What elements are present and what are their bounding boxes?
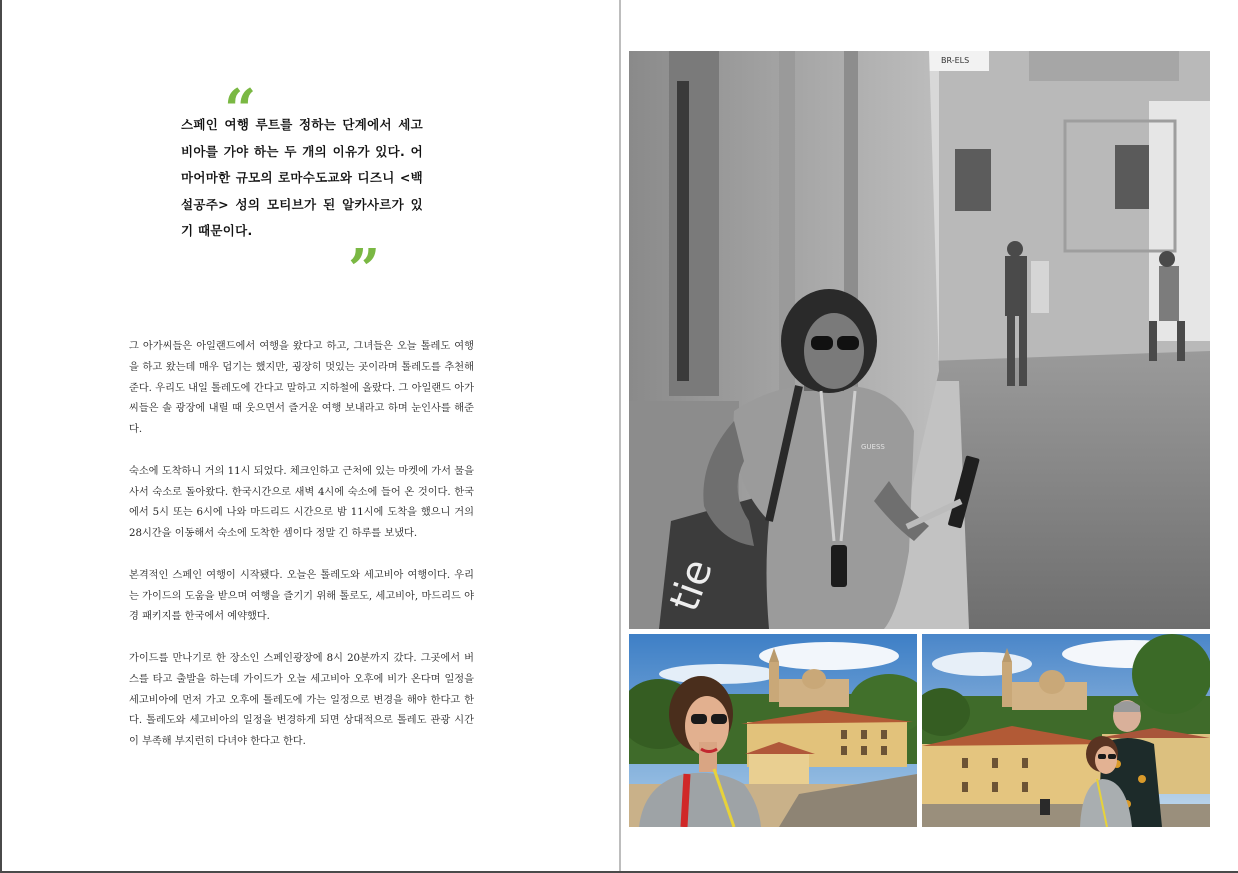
photo-segovia-woman <box>629 634 917 827</box>
paragraph: 그 아가씨들은 아일랜드에서 여행을 왔다고 하고, 그녀들은 오늘 톨레도 여행을 하고 왔는데 매우 덥기는 했지만, 굉장히 멋있는 곳이라며 톨레도를 추천해 준다. 우리도 내일 톨레도에 간다고 말하고 지하철에 올랐다. 그 아일랜드 아가씨들은 솔 광장에 내릴 때 웃으면서 즐거운 여행 보내라고 하며 눈인사를 해준다. <box>129 341 474 436</box>
svg-text:tie: tie <box>661 553 722 618</box>
pull-quote: 스페인 여행 루트를 정하는 단계에서 세고비아를 가야 하는 두 개의 이유가 있다. 어마어마한 규모의 로마수도교와 디즈니 <백설공주> 성의 모티브가 된 알카사르가 있기 때문이다. <box>181 117 423 238</box>
quote-open-icon: “ <box>224 77 257 143</box>
paragraph: 숙소에 도착하니 거의 11시 되었다. 체크인하고 근처에 있는 마켓에 가서 물을 사서 숙소로 돌아왔다. 한국시간으로 새벽 4시에 숙소에 들어 온 것이다. 한국에서 5시 또는 6시에 나와 마드리드 시간으로 밤 11시에 도착을 했으니 거의 28시간을 이동해서 숙소에 도착한 셈이다 정말 긴 하루를 보냈다. <box>129 465 474 540</box>
shirt-text: GUESS <box>861 443 885 451</box>
body-text <box>129 337 474 774</box>
paragraph: 본격적인 스페인 여행이 시작됐다. 오늘은 톨레도와 세고비아 여행이다. 우리는 가이드의 도움을 받으며 여행을 즐기기 위해 톨로도, 세고비아, 마드리드 야경 패키지를 한국에서 예약했다. <box>129 569 474 623</box>
paragraph: 가이드를 만나기로 한 장소인 스페인광장에 8시 20분까지 갔다. 그곳에서 버스를 타고 출발을 하는데 가이드가 오늘 세고비아 오후에 비가 온다며 일정을 세고비아에 먼저 가고 오후에 톨레도에 가는 일정으로 변경을 해야 한다고 한다. 톨레도와 세고비아의 일정을 변경하게 되면 상대적으로 톨레도 관광 시간이 부족해 부지런히 다녀야 한다고 한다. <box>129 652 474 748</box>
photo-street-portrait <box>629 51 1210 629</box>
page-gutter <box>619 0 621 873</box>
quote-close-icon: ” <box>348 237 381 303</box>
page-edge <box>0 0 2 873</box>
photo-segovia-couple <box>922 634 1210 827</box>
street-sign-text: BR-ELS <box>941 56 970 65</box>
